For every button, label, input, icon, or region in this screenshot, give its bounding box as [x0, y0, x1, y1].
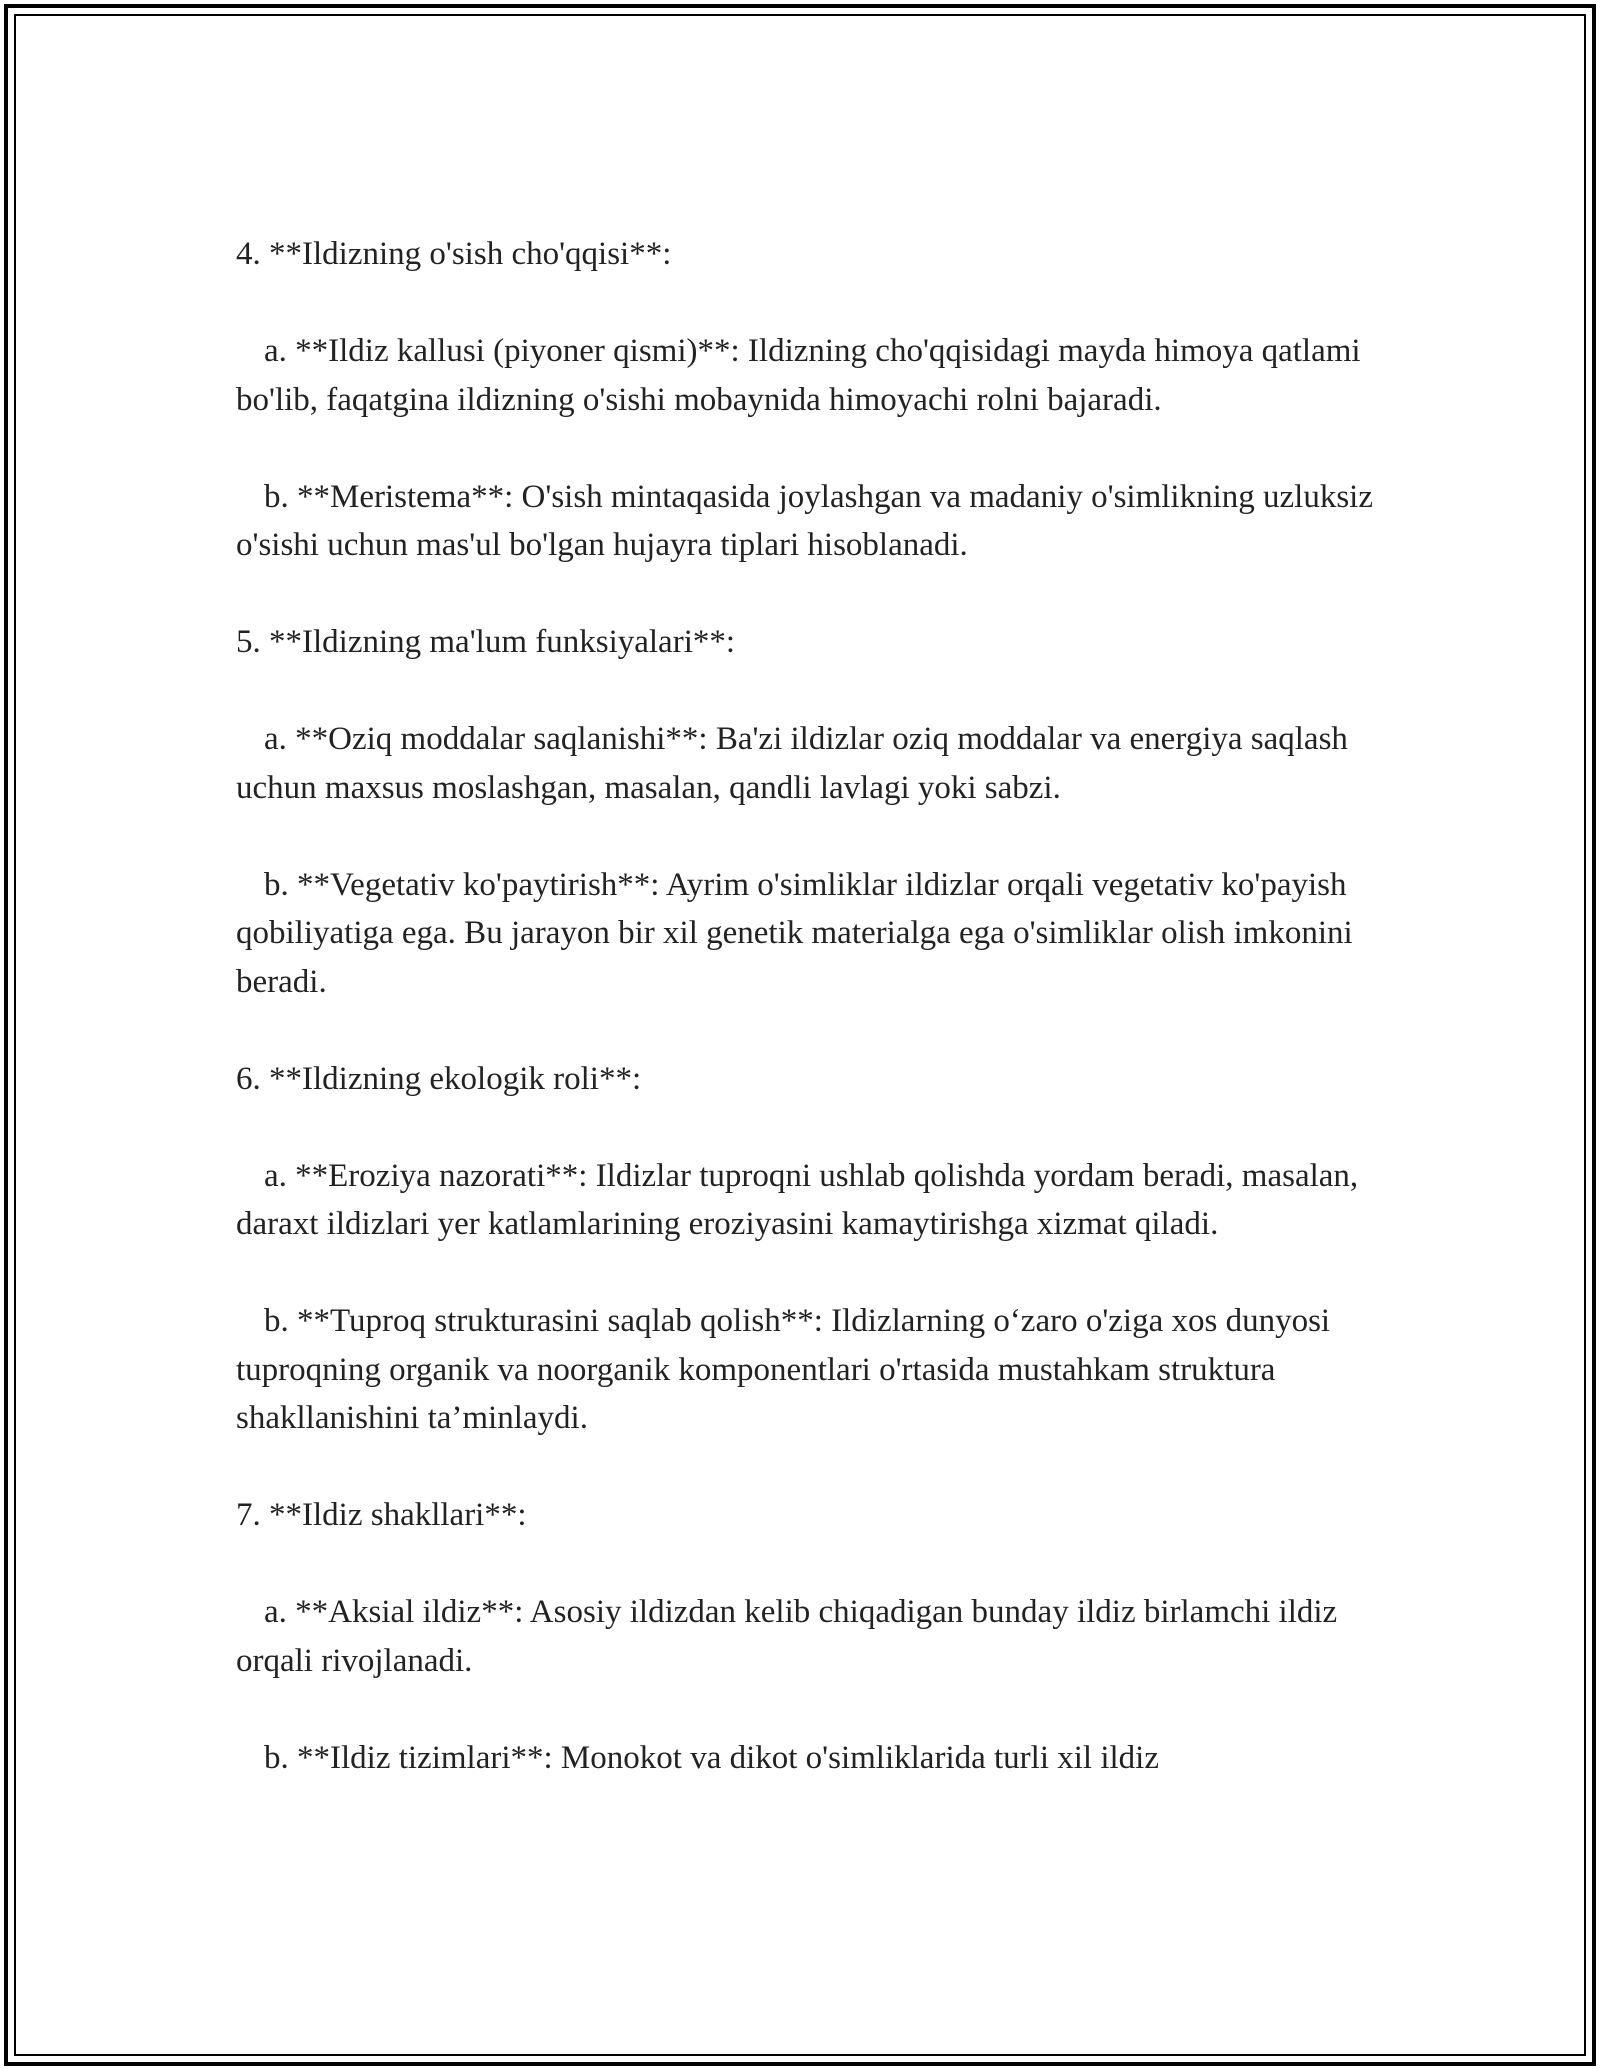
heading-root-functions: 5. **Ildizning ma'lum funksiyalari**:	[236, 624, 736, 660]
item-root-systems: b. **Ildiz tizimlari**: Monokot va dikot o'simliklarida turli xil ildiz	[264, 1739, 1159, 1776]
heading-ecological-role: 6. **Ildizning ekologik roli**:	[236, 1060, 642, 1097]
item-axial-root: a. **Aksial ildiz**: Asosiy ildizdan kelib chiqadigan bunday ildiz birlamchi ildiz orqali rivojlanadi.	[236, 1594, 1338, 1679]
heading-root-forms: 7. **Ildiz shakllari**:	[236, 1497, 527, 1533]
item-soil-structure: b. **Tuproq strukturasini saqlab qolish**: Ildizlarning o‘zaro o'ziga xos dunyosi tuproqning organik va noorganik komponentlari o'rtasida mustahkam struktura shakllanishini ta’minlaydi.	[236, 1303, 1331, 1436]
item-erosion-control: a. **Eroziya nazorati**: Ildizlar tuproqni ushlab qolishda yordam beradi, masalan, daraxt ildizlari yer katlamlarining eroziyasini kamaytirishga xizmat qiladi.	[236, 1157, 1359, 1242]
item-vegetative-reproduction: b. **Vegetativ ko'paytirish**: Ayrim o'simliklar ildizlar orqali vegetativ ko'payish qobiliyatiga ega. Bu jarayon bir xil genetik materialga ega o'simliklar olish imkonini beradi.	[236, 866, 1353, 1000]
heading-growth-tip: 4. **Ildizning o'sish cho'qqisi**:	[236, 236, 672, 272]
item-meristem: b. **Meristema**: O'sish mintaqasida joylashgan va madaniy o'simlikning uzluksiz o'sishi uchun mas'ul bo'lgan hujayra tiplari hisoblanadi.	[236, 478, 1373, 563]
item-root-cap: a. **Ildiz kallusi (piyoner qismi)**: Ildizning cho'qqisidagi mayda himoya qatlami bo'lib, faqatgina ildizning o'sishi mobaynida himoyachi rolni bajaradi.	[236, 333, 1361, 418]
item-nutrient-storage: a. **Oziq moddalar saqlanishi**: Ba'zi ildizlar oziq moddalar va energiya saqlash uchun maxsus moslashgan, masalan, qandli lavlagi yoki sabzi.	[236, 721, 1348, 806]
document-body	[236, 230, 1376, 1831]
